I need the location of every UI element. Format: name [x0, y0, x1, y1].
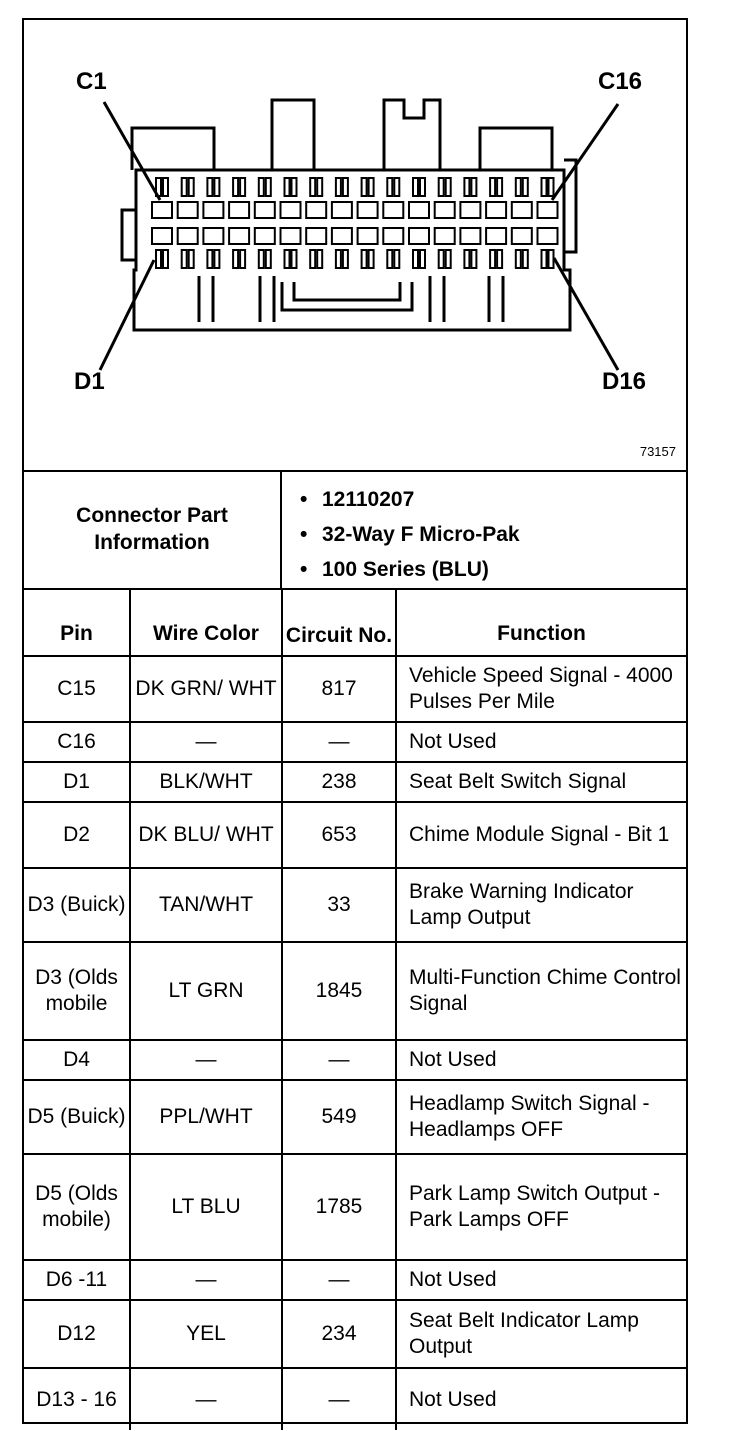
cell-function: Not Used	[396, 1260, 686, 1300]
pin-cavity	[420, 250, 425, 268]
info-series: • 100 Series (BLU)	[322, 552, 686, 587]
pin-cavity	[306, 228, 326, 244]
pin-cavity	[240, 178, 245, 196]
cell-function: Chime Module Signal - Bit 1	[396, 802, 686, 868]
cell-circuit: 653	[282, 802, 396, 868]
pin-cavity	[317, 250, 322, 268]
pin-cavity	[439, 250, 444, 268]
cell-pin: D4	[24, 1040, 130, 1080]
header-pin: Pin	[24, 588, 130, 656]
pin-cavity	[394, 250, 399, 268]
cell-circuit: 238	[282, 762, 396, 802]
pin-cavity	[156, 178, 161, 196]
pin-cavity	[464, 250, 469, 268]
pin-cavity	[369, 178, 374, 196]
pin-cavity	[152, 202, 172, 218]
cell-pin: D12	[24, 1300, 130, 1368]
pin-cavity	[189, 178, 194, 196]
cell-circuit: —	[282, 722, 396, 762]
pin-cavity	[387, 250, 392, 268]
pin-cavity	[542, 178, 547, 196]
cell-wire-color: —	[130, 1040, 282, 1080]
header-function: Function	[396, 588, 686, 656]
pin-cavity	[486, 202, 506, 218]
cell-circuit: —	[282, 1260, 396, 1300]
pin-cavity	[207, 250, 212, 268]
info-part-number: • 12110207	[322, 482, 686, 517]
pin-cavity	[336, 178, 341, 196]
pin-cavity	[255, 228, 275, 244]
pin-cavity	[285, 250, 290, 268]
label-d16: D16	[602, 368, 647, 395]
connector-diagram	[24, 20, 686, 472]
cell-function: Seat Belt Switch Signal	[396, 762, 686, 802]
label-c16: C16	[598, 68, 643, 95]
pin-cavity	[358, 228, 378, 244]
table-row	[24, 1368, 686, 1430]
cell-wire-color: PPL/WHT	[130, 1080, 282, 1154]
pin-cavity	[281, 202, 301, 218]
pin-cavity	[420, 178, 425, 196]
pin-cavity	[516, 178, 521, 196]
cell-wire-color: BLK/WHT	[130, 762, 282, 802]
cell-pin: D5 (Buick)	[24, 1080, 130, 1154]
pin-cavity	[369, 250, 374, 268]
pin-cavity	[163, 250, 168, 268]
pin-cavity	[490, 178, 495, 196]
pin-cavity	[203, 228, 223, 244]
pin-cavity	[549, 178, 554, 196]
cell-wire-color: DK GRN/ WHT	[130, 656, 282, 722]
pin-cavity	[362, 250, 367, 268]
pin-cavity	[214, 250, 219, 268]
label-d1: D1	[74, 368, 105, 395]
pin-cavity	[343, 250, 348, 268]
pin-cavity	[332, 202, 352, 218]
pin-cavity	[446, 250, 451, 268]
pin-cavity	[178, 228, 198, 244]
cell-function: Not Used	[396, 1368, 686, 1430]
table-row	[24, 1040, 686, 1080]
pin-cavity	[285, 178, 290, 196]
pin-cavity	[516, 250, 521, 268]
cell-function: Not Used	[396, 1040, 686, 1080]
cell-pin: D6 -11	[24, 1260, 130, 1300]
header-circuit-no: Circuit No.	[282, 588, 396, 656]
cell-circuit: —	[282, 1368, 396, 1430]
pin-cavity	[203, 202, 223, 218]
pin-cavity	[383, 202, 403, 218]
pin-cavity	[266, 178, 271, 196]
cell-pin: D3 (Olds mobile	[24, 942, 130, 1040]
pin-cavity	[207, 178, 212, 196]
connector-drawing	[24, 20, 686, 470]
cell-circuit: 1845	[282, 942, 396, 1040]
pin-cavity	[317, 178, 322, 196]
pin-cavity	[152, 228, 172, 244]
cell-pin: D13 - 16	[24, 1368, 130, 1430]
cell-wire-color: LT BLU	[130, 1154, 282, 1260]
table-row	[24, 1260, 686, 1300]
cell-function: Headlamp Switch Signal - Headlamps OFF	[396, 1080, 686, 1154]
pin-cavity	[266, 250, 271, 268]
pin-cavity	[233, 178, 238, 196]
cell-wire-color: DK BLU/ WHT	[130, 802, 282, 868]
table-row	[24, 722, 686, 762]
cell-pin: D1	[24, 762, 130, 802]
header-wire-color: Wire Color	[130, 588, 282, 656]
pin-cavity	[343, 178, 348, 196]
table-header-row	[24, 588, 686, 656]
cell-function: Not Used	[396, 722, 686, 762]
connector-info-list	[282, 470, 686, 588]
pin-cavity	[460, 228, 480, 244]
cell-wire-color: —	[130, 1368, 282, 1430]
table-row	[24, 942, 686, 1040]
cell-circuit: 234	[282, 1300, 396, 1368]
table-row	[24, 762, 686, 802]
pin-cavity	[542, 250, 547, 268]
cell-function: Brake Warning Indicator Lamp Output	[396, 868, 686, 942]
pin-cavity	[259, 250, 264, 268]
pin-cavity	[358, 202, 378, 218]
pin-cavity	[189, 250, 194, 268]
pin-cavity	[538, 228, 558, 244]
pin-cavity	[460, 202, 480, 218]
pin-cavity	[409, 228, 429, 244]
pin-cavity	[182, 178, 187, 196]
table-row	[24, 1154, 686, 1260]
pin-cavity	[292, 250, 297, 268]
connector-info-label: Connector Part Information	[24, 470, 282, 588]
pin-cavity	[156, 250, 161, 268]
pin-cavity	[214, 178, 219, 196]
cell-function: Vehicle Speed Signal - 4000 Pulses Per Mile	[396, 656, 686, 722]
cell-circuit: 1785	[282, 1154, 396, 1260]
pin-cavity	[413, 250, 418, 268]
cell-pin: C15	[24, 656, 130, 722]
cell-wire-color: —	[130, 1260, 282, 1300]
table-row	[24, 1300, 686, 1368]
pin-cavity	[523, 250, 528, 268]
table-row	[24, 656, 686, 722]
figure-id: 73157	[639, 444, 676, 459]
pin-cavity	[464, 178, 469, 196]
pin-cavity	[310, 178, 315, 196]
pin-cavity	[523, 178, 528, 196]
cell-wire-color: TAN/WHT	[130, 868, 282, 942]
pin-cavity	[229, 202, 249, 218]
pin-cavity	[471, 178, 476, 196]
cell-wire-color: LT GRN	[130, 942, 282, 1040]
label-c1: C1	[76, 68, 107, 95]
pin-cavity	[240, 250, 245, 268]
pin-cavity	[471, 250, 476, 268]
pin-cavity	[332, 228, 352, 244]
pin-cavity	[497, 250, 502, 268]
table-row	[24, 802, 686, 868]
pin-cavity	[512, 202, 532, 218]
cell-pin: D5 (Olds mobile)	[24, 1154, 130, 1260]
pin-cavity	[497, 178, 502, 196]
cell-function: Multi-Function Chime Control Signal	[396, 942, 686, 1040]
pin-cavity	[409, 202, 429, 218]
cell-circuit: 33	[282, 868, 396, 942]
pin-cavity	[362, 178, 367, 196]
connector-sheet	[22, 18, 688, 1424]
pin-cavity	[163, 178, 168, 196]
pin-cavity	[229, 228, 249, 244]
pin-cavity	[512, 228, 532, 244]
pin-cavity	[446, 178, 451, 196]
pin-cavity	[490, 250, 495, 268]
pin-cavity	[292, 178, 297, 196]
table-row	[24, 868, 686, 942]
pin-cavity	[259, 178, 264, 196]
pin-cavity	[255, 202, 275, 218]
cell-circuit: 817	[282, 656, 396, 722]
cell-circuit: —	[282, 1040, 396, 1080]
connector-part-info	[24, 470, 686, 590]
pin-cavity	[387, 178, 392, 196]
pin-cavity	[182, 250, 187, 268]
info-connector-type: • 32-Way F Micro-Pak	[322, 517, 686, 552]
cell-function: Park Lamp Switch Output - Park Lamps OFF	[396, 1154, 686, 1260]
pin-table	[24, 588, 686, 1430]
cell-pin: D2	[24, 802, 130, 868]
pin-cavity	[549, 250, 554, 268]
cell-function: Seat Belt Indicator Lamp Output	[396, 1300, 686, 1368]
table-row	[24, 1080, 686, 1154]
cell-wire-color: —	[130, 722, 282, 762]
pin-cavity	[486, 228, 506, 244]
pin-cavity	[435, 228, 455, 244]
cell-wire-color: YEL	[130, 1300, 282, 1368]
pin-cavity	[538, 202, 558, 218]
pin-cavity	[281, 228, 301, 244]
pin-cavity	[306, 202, 326, 218]
cell-pin: D3 (Buick)	[24, 868, 130, 942]
pin-cavity	[310, 250, 315, 268]
pin-cavity	[178, 202, 198, 218]
pin-cavity	[233, 250, 238, 268]
cell-circuit: 549	[282, 1080, 396, 1154]
pin-cavity	[394, 178, 399, 196]
pin-cavity	[439, 178, 444, 196]
pin-cavity	[336, 250, 341, 268]
pin-cavity	[383, 228, 403, 244]
pin-cavity	[435, 202, 455, 218]
pin-cavity	[413, 178, 418, 196]
cell-pin: C16	[24, 722, 130, 762]
